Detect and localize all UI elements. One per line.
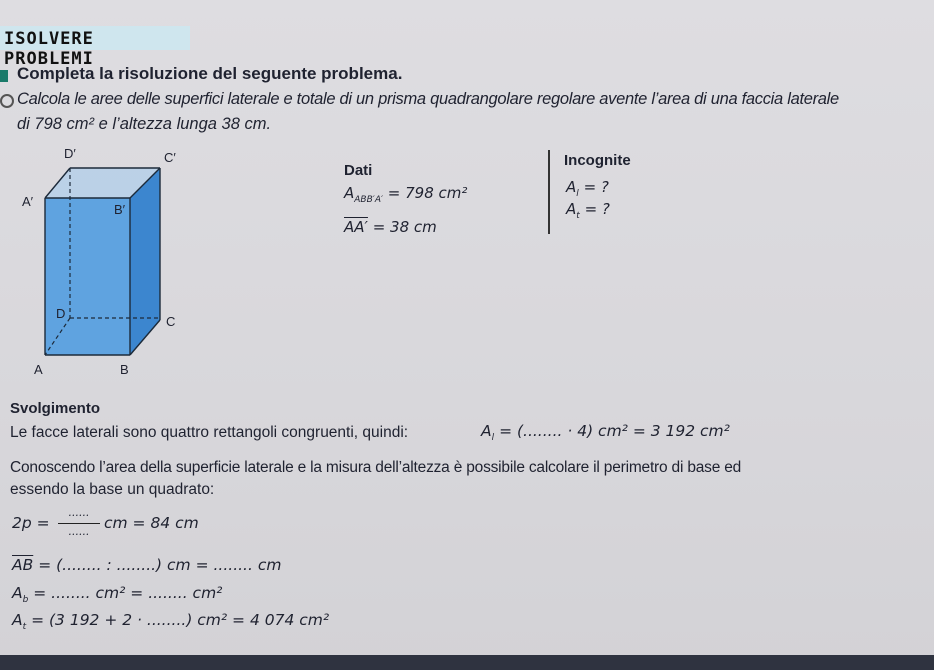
problem-text-line2: di 798 cm² e l’altezza lunga 38 cm.	[17, 115, 272, 133]
eq1-sub: l	[491, 433, 495, 444]
dati-line2	[344, 218, 437, 236]
instruction: Completa la risoluzione del seguente problema.	[17, 64, 403, 83]
incognite-line2	[566, 200, 610, 221]
svolgimento-heading: Svolgimento	[10, 400, 101, 417]
dati-line1	[344, 184, 467, 205]
incognite-line2-rhs: = ?	[584, 200, 610, 218]
dati-line2-lhs: AA′	[344, 218, 368, 236]
label-Cp: C′	[164, 150, 176, 165]
incognite-line1-rhs: = ?	[583, 178, 609, 196]
incognite-line2-lhs: A	[566, 200, 577, 218]
label-A: A	[34, 362, 43, 377]
exercise-bullet	[0, 70, 8, 82]
label-B: B	[120, 362, 129, 377]
eq4-lhs: A	[12, 584, 23, 602]
dati-incognite-divider	[548, 150, 550, 234]
dati-line2-rhs: = 38 cm	[372, 218, 437, 236]
dati-line1-sub: ABB′A′	[354, 195, 384, 205]
eq2-numerator: ......	[68, 506, 90, 519]
label-D: D	[56, 306, 66, 321]
label-C: C	[166, 314, 176, 329]
incognite-line1-lhs: A	[566, 178, 577, 196]
dati-heading: Dati	[344, 162, 373, 179]
eq3	[12, 556, 281, 574]
eq5-lhs: A	[12, 611, 23, 629]
dati-line1-lhs: A	[344, 184, 355, 202]
exercise-circle-icon	[0, 94, 14, 108]
prism-front-face	[45, 198, 130, 355]
eq2-fraction-bar	[58, 523, 100, 524]
bottom-edge-shadow	[0, 655, 934, 670]
eq4-sub: b	[22, 595, 29, 606]
problem-text-line1: Calcola le aree delle superfici laterale e totale di un prisma quadrangolare regolare avente l’area di una faccia laterale	[17, 90, 839, 108]
eq5-rhs: = (3 192 + 2 · ........) cm² = 4 074 cm²	[31, 611, 330, 629]
incognite-line1-sub: l	[576, 189, 579, 199]
label-Ap: A′	[22, 194, 34, 209]
eq1-lhs: A	[481, 422, 492, 440]
incognite-line1	[566, 178, 609, 199]
svolgimento-para2-line2: essendo la base un quadrato:	[10, 481, 215, 498]
svolgimento-para1: Le facce laterali sono quattro rettangoli congruenti, quindi:	[10, 424, 409, 441]
eq5-sub: t	[22, 622, 27, 633]
eq4-rhs: = ........ cm² = ........ cm²	[33, 584, 223, 602]
prism-figure	[20, 140, 200, 380]
eq1-rhs: = (........ · 4) cm² = 3 192 cm²	[499, 422, 730, 440]
eq2-denominator: ......	[68, 525, 90, 538]
section-banner	[0, 26, 190, 69]
dati-line1-rhs: = 798 cm²	[387, 184, 468, 202]
svolgimento-eq1	[481, 422, 730, 443]
section-title: ISOLVERE PROBLEMI	[4, 29, 94, 69]
svolgimento-para2-line1: Conoscendo l’area della superficie laterale e la misura dell’altezza è possibile calcolare il perimetro di base ed	[10, 459, 742, 476]
eq2-lhs: 2p =	[12, 514, 50, 532]
eq4	[12, 584, 222, 605]
eq3-rhs: = (........ : ........) cm = ........ cm	[38, 556, 282, 574]
prism-side-face	[130, 168, 160, 355]
incognite-heading: Incognite	[564, 152, 631, 169]
incognite-line2-sub: t	[576, 211, 580, 221]
eq2-rhs: cm = 84 cm	[104, 514, 199, 532]
label-Bp: B′	[114, 202, 126, 217]
label-Dp: D′	[64, 146, 76, 161]
eq5	[12, 611, 329, 632]
eq3-lhs: $\overline{AB}$	[12, 556, 34, 574]
